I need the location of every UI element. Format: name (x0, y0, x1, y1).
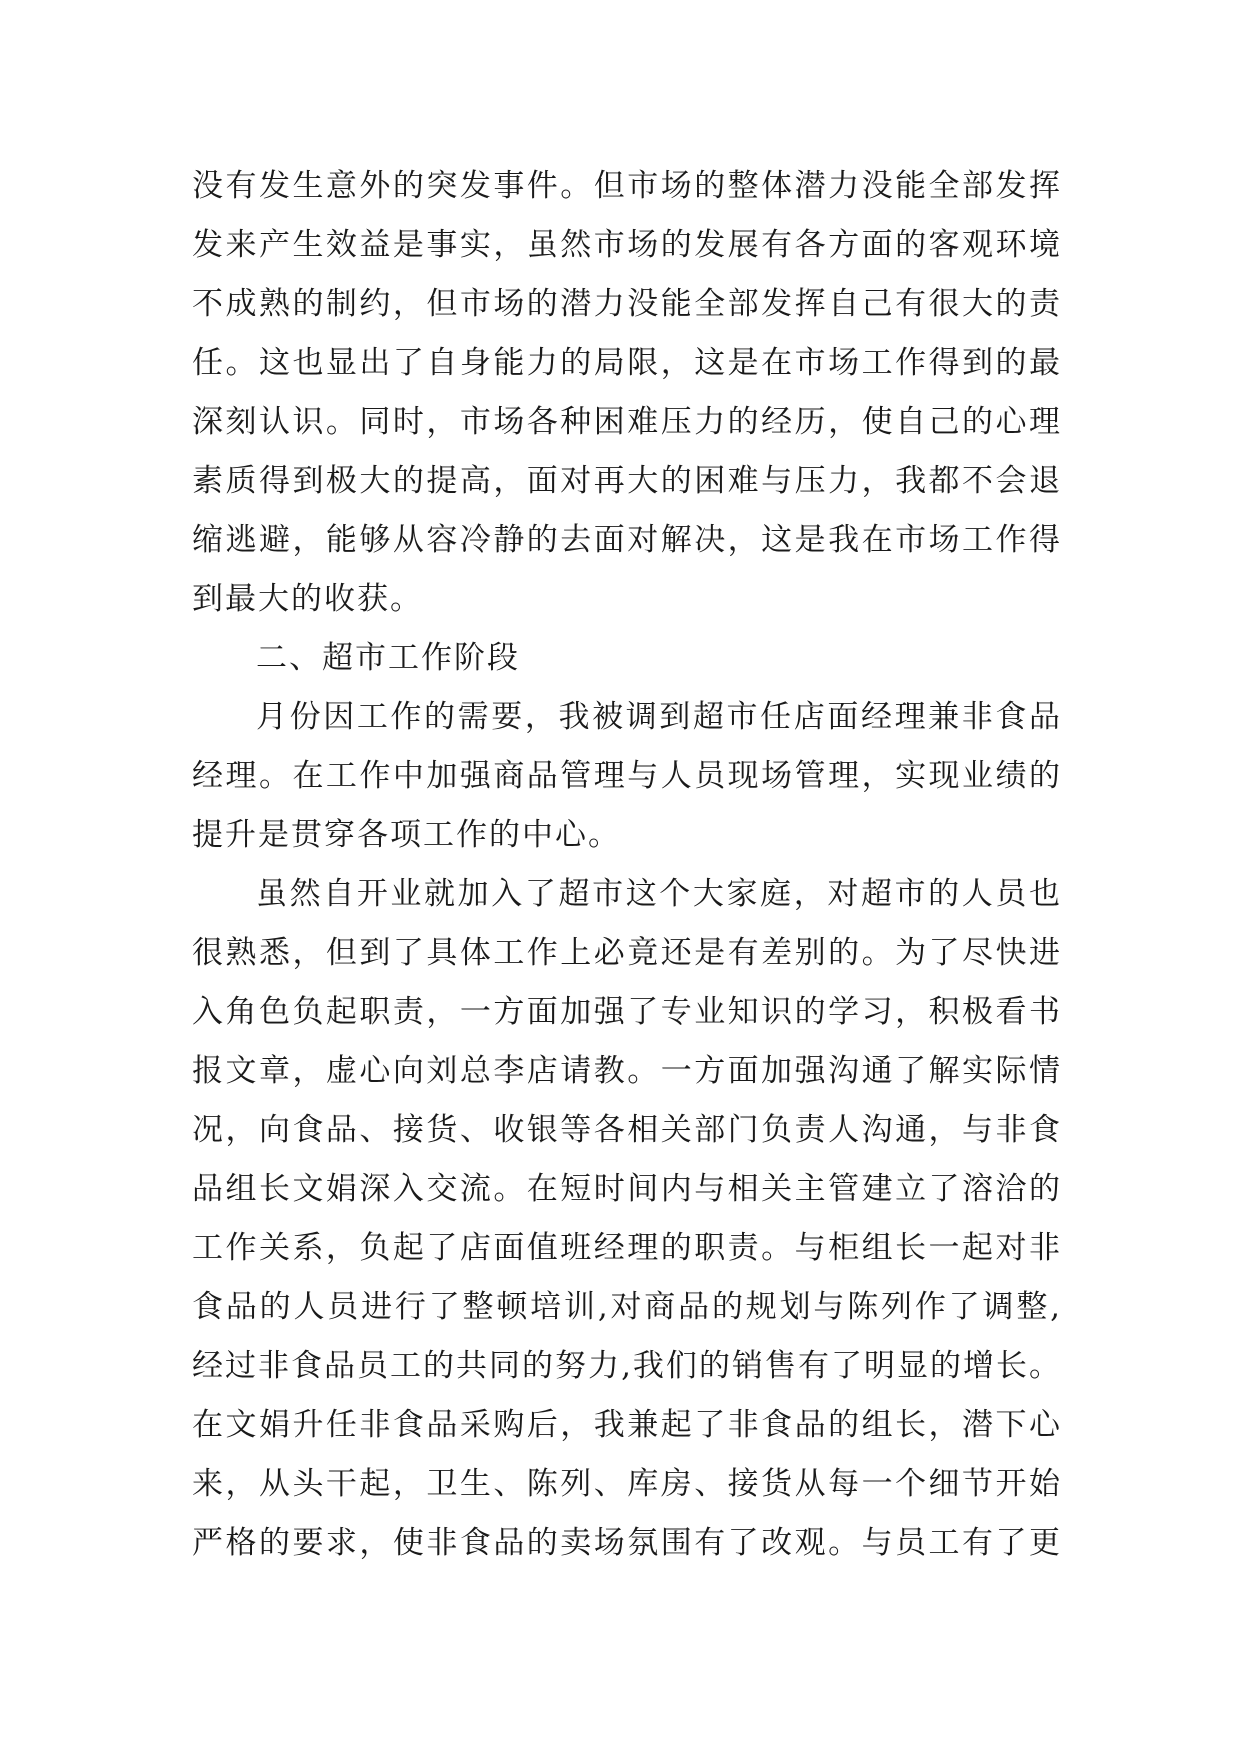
text-line: 食品的人员进行了整顿培训,对商品的规划与陈列作了调整, (192, 1289, 1062, 1325)
text-line: 况，向食品、接货、收银等各相关部门负责人沟通，与非食 (192, 1112, 1062, 1148)
text-line: 深刻认识。同时，市场各种困难压力的经历，使自己的心理 (192, 404, 1062, 440)
text-line: 经理。在工作中加强商品管理与人员现场管理，实现业绩的 (192, 758, 1062, 794)
text-line: 素质得到极大的提高，面对再大的困难与压力，我都不会退 (192, 463, 1062, 499)
text-line: 任。这也显出了自身能力的局限，这是在市场工作得到的最 (192, 345, 1062, 381)
text-line: 发来产生效益是事实，虽然市场的发展有各方面的客观环境 (192, 227, 1062, 263)
text-line: 来，从头干起，卫生、陈列、库房、接货从每一个细节开始 (192, 1466, 1062, 1502)
body-text (192, 157, 1062, 1573)
text-line: 在文娟升任非食品采购后，我兼起了非食品的组长，潜下心 (192, 1407, 1062, 1443)
text-line: 严格的要求，使非食品的卖场氛围有了改观。与员工有了更 (192, 1525, 1062, 1561)
text-line: 没有发生意外的突发事件。但市场的整体潜力没能全部发挥 (192, 168, 1062, 204)
text-line: 报文章，虚心向刘总李店请教。一方面加强沟通了解实际情 (192, 1053, 1062, 1089)
text-line: 不成熟的制约，但市场的潜力没能全部发挥自己有很大的责 (192, 286, 1062, 322)
section-heading: 二、超市工作阶段 (256, 640, 520, 676)
text-line: 到最大的收获。 (192, 581, 423, 617)
text-line: 入角色负起职责，一方面加强了专业知识的学习，积极看书 (192, 994, 1062, 1030)
text-line: 缩逃避，能够从容冷静的去面对解决，这是我在市场工作得 (192, 522, 1062, 558)
text-line: 经过非食品员工的共同的努力,我们的销售有了明显的增长。 (192, 1348, 1062, 1384)
text-line: 虽然自开业就加入了超市这个大家庭，对超市的人员也 (256, 876, 1062, 912)
text-line: 工作关系，负起了店面值班经理的职责。与柜组长一起对非 (192, 1230, 1062, 1266)
text-line: 很熟悉，但到了具体工作上必竟还是有差别的。为了尽快进 (192, 935, 1062, 971)
text-line: 品组长文娟深入交流。在短时间内与相关主管建立了溶洽的 (192, 1171, 1062, 1207)
text-line: 提升是贯穿各项工作的中心。 (192, 817, 621, 853)
text-line: 月份因工作的需要，我被调到超市任店面经理兼非食品 (256, 699, 1062, 735)
